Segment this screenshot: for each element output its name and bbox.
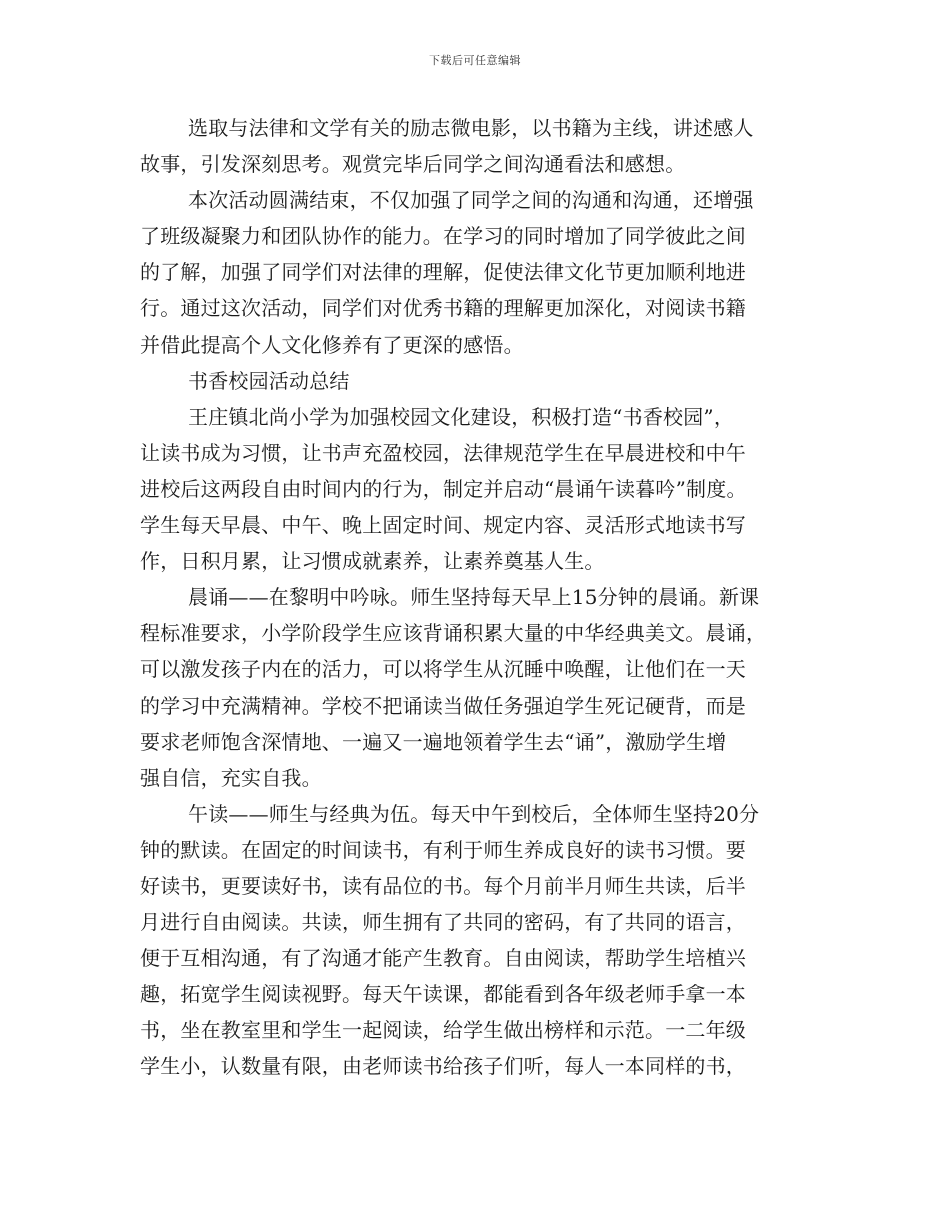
text-line: 作，日积月累，让习惯成就素养，让素养奠基人生。 — [140, 549, 605, 574]
text-line: 王庄镇北尚小学为加强校园文化建设，积极打造“书香校园”， — [188, 404, 735, 429]
text-line: 趣，拓宽学生阅读视野。每天午读课，都能看到各年级老师手拿一本 — [140, 982, 746, 1007]
text-line: 让读书成为习惯，让书声充盈校园，法律规范学生在早晨进校和中午 — [140, 440, 746, 465]
text-line: 的了解，加强了同学们对法律的理解，促使法律文化节更加顺利地进 — [140, 260, 746, 285]
text-line: 故事，引发深刻思考。观赏完毕后同学之间沟通看法和感想。 — [140, 152, 686, 177]
text-line: 午读——师生与经典为伍。每天中午到校后，全体师生坚持20分 — [188, 801, 760, 826]
text-line: 强自信，充实自我。 — [140, 765, 322, 790]
text-line: 学生每天早晨、中午、晚上固定时间、规定内容、灵活形式地读书写 — [140, 513, 746, 538]
text-line: 并借此提高个人文化修养有了更深的感悟。 — [140, 332, 524, 357]
document-body — [140, 110, 810, 1085]
text-line: 了班级凝聚力和团队协作的能力。在学习的同时增加了同学彼此之间 — [140, 224, 746, 249]
text-line: 好读书，更要读好书，读有品位的书。每个月前半月师生共读，后半 — [140, 873, 746, 898]
text-line: 月进行自由阅读。共读，师生拥有了共同的密码，有了共同的语言， — [140, 910, 746, 935]
text-line: 本次活动圆满结束，不仅加强了同学之间的沟通和沟通，还增强 — [188, 188, 754, 213]
text-line: 要求老师饱含深情地、一遍又一遍地领着学生去“诵”，激励学生增 — [140, 729, 727, 754]
text-line: 的学习中充满精神。学校不把诵读当做任务强迫学生死记硬背，而是 — [140, 693, 746, 718]
text-line: 行。通过这次活动，同学们对优秀书籍的理解更加深化，对阅读书籍 — [140, 296, 746, 321]
text-line: 便于互相沟通，有了沟通才能产生教育。自由阅读，帮助学生培植兴 — [140, 946, 746, 971]
text-line: 晨诵——在黎明中吟咏。师生坚持每天早上15分钟的晨诵。新课 — [188, 585, 760, 610]
text-line: 学生小，认数量有限，由老师读书给孩子们听，每人一本同样的书， — [140, 1054, 746, 1079]
text-line: 书，坐在教室里和学生一起阅读，给学生做出榜样和示范。一二年级 — [140, 1018, 746, 1043]
text-line: 可以激发孩子内在的活力，可以将学生从沉睡中唤醒，让他们在一天 — [140, 657, 746, 682]
text-line: 钟的默读。在固定的时间读书，有利于师生养成良好的读书习惯。要 — [140, 837, 746, 862]
text-line: 选取与法律和文学有关的励志微电影，以书籍为主线，讲述感人 — [188, 116, 754, 140]
page-header: 下载后可任意编辑 — [429, 54, 521, 67]
section-heading: 书香校园活动总结 — [188, 368, 350, 393]
text-line: 进校后这两段自由时间内的行为，制定并启动“晨诵午读暮吟”制度。 — [140, 476, 747, 501]
text-line: 程标准要求，小学阶段学生应该背诵积累大量的中华经典美文。晨诵， — [140, 621, 767, 646]
